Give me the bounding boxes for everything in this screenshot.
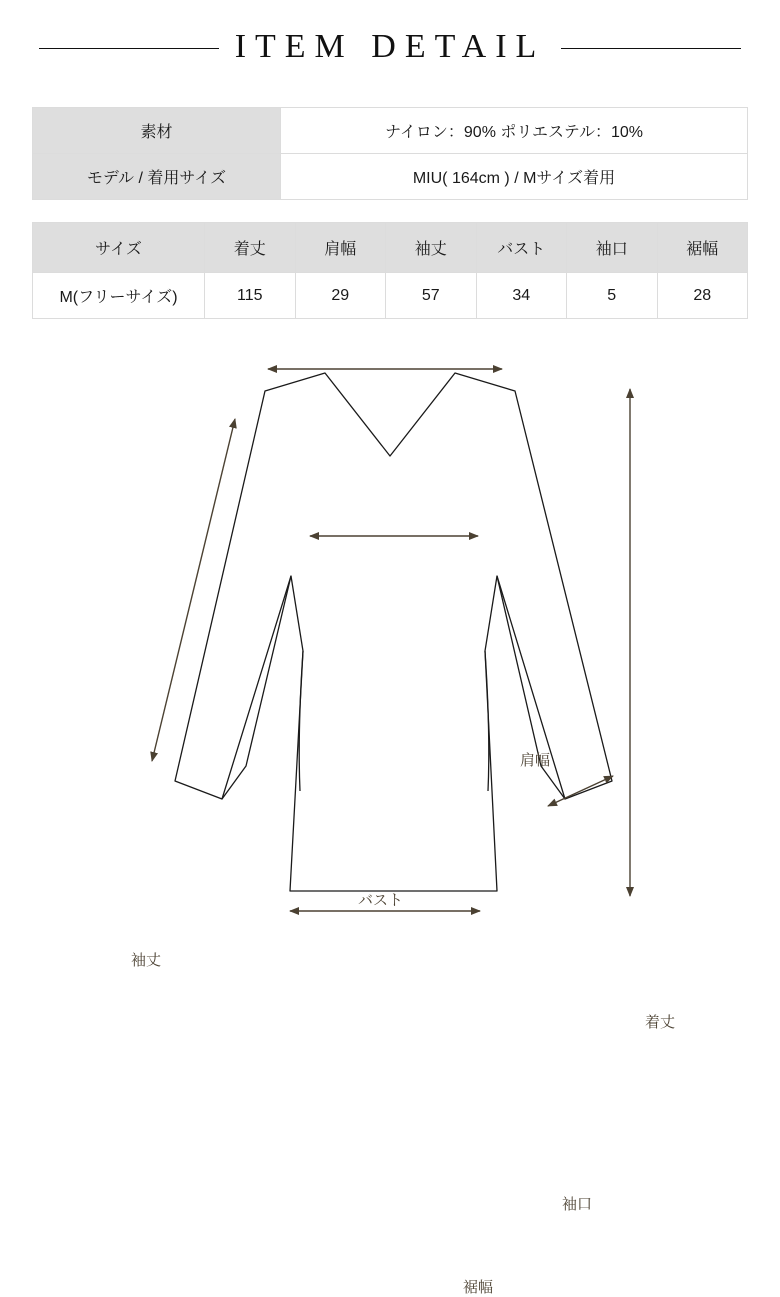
size-header-bust: バスト: [476, 223, 567, 273]
material-label: 素材: [33, 108, 281, 154]
garment-diagram-svg: [0, 351, 780, 971]
model-label: モデル / 着用サイズ: [33, 154, 281, 200]
spec-tables: [32, 107, 748, 319]
size-header-shoulder: 肩幅: [295, 223, 386, 273]
model-value: MIU( 164cm ) / Mサイズ着用: [281, 154, 748, 200]
garment-measurement-diagram: [0, 351, 780, 1296]
label-cuff: 袖口: [562, 1196, 593, 1213]
header-rule-left: [39, 48, 219, 49]
size-header-sleeve: 袖丈: [386, 223, 477, 273]
page-header: [0, 28, 780, 69]
table-header-row: [33, 223, 748, 273]
size-cell-length: 115: [205, 273, 296, 319]
size-cell-hem: 28: [657, 273, 748, 319]
size-header-hem: 裾幅: [657, 223, 748, 273]
label-body-length: 着丈: [645, 1014, 676, 1031]
size-header-length: 着丈: [205, 223, 296, 273]
size-cell-shoulder: 29: [295, 273, 386, 319]
header-rule-right: [561, 48, 741, 49]
label-shoulder: 肩幅: [520, 752, 551, 769]
label-hem: 裾幅: [463, 1279, 494, 1296]
table-row: [33, 108, 748, 154]
size-header-cuff: 袖口: [567, 223, 658, 273]
size-header-size: サイズ: [33, 223, 205, 273]
material-value: ナイロン：90% ポリエステル：10%: [281, 108, 748, 154]
size-cell-name: M(フリーサイズ): [33, 273, 205, 319]
dress-outline: [175, 373, 612, 891]
material-info-table: [32, 107, 748, 200]
page-title: ITEM DETAIL: [234, 28, 546, 65]
size-cell-bust: 34: [476, 273, 567, 319]
label-sleeve-length: 袖丈: [131, 952, 162, 969]
size-chart-table: [32, 222, 748, 319]
size-cell-cuff: 5: [567, 273, 658, 319]
label-bust: バスト: [358, 892, 404, 909]
table-row: [33, 154, 748, 200]
table-row: [33, 273, 748, 319]
size-cell-sleeve: 57: [386, 273, 477, 319]
